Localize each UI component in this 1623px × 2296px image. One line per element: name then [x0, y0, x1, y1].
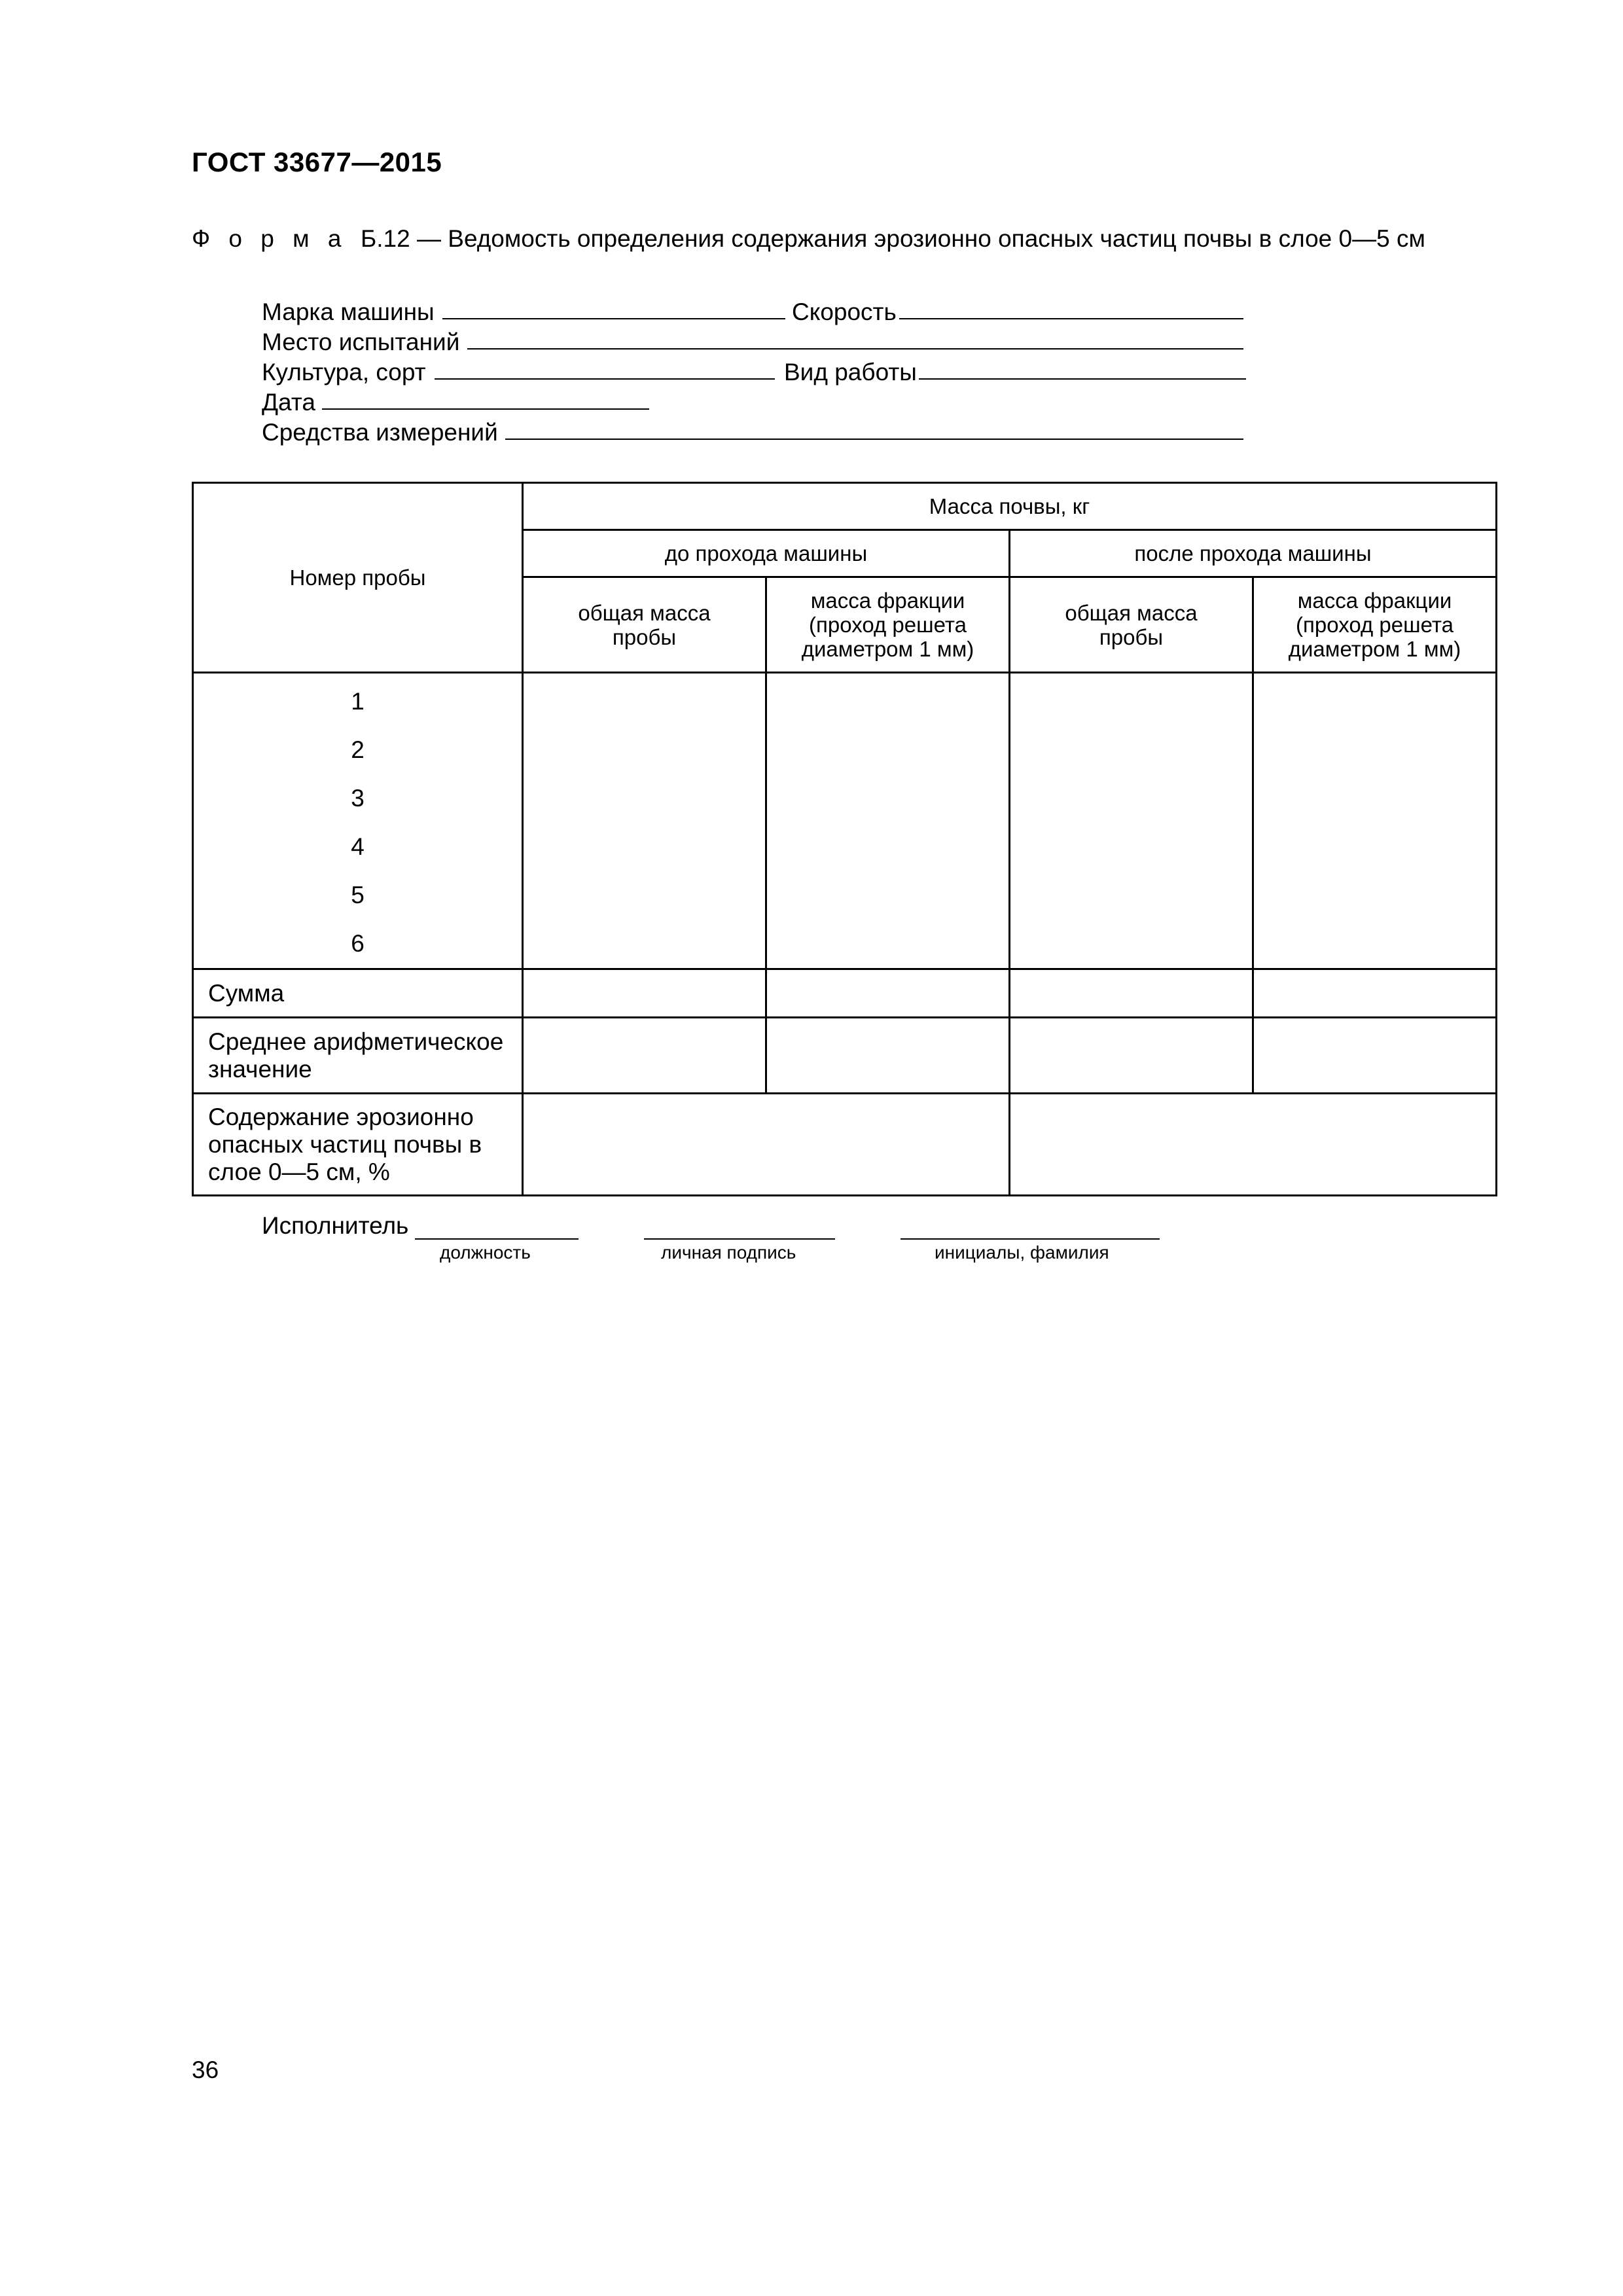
sample-number: 2: [351, 736, 365, 763]
work-type-label: Вид работы: [784, 359, 917, 386]
content-cell-after[interactable]: [1010, 1094, 1497, 1196]
caption-signature: личная подпись: [661, 1242, 796, 1263]
mean-cell[interactable]: [523, 1018, 766, 1094]
form-title-text: Б.12 — Ведомость определения содержания эрозионно опасных частиц почвы в слое 0—5 см: [360, 225, 1425, 252]
header-after-pass: после прохода машины: [1010, 530, 1497, 577]
sum-cell[interactable]: [1253, 969, 1497, 1018]
header-sample-number: Номер пробы: [193, 483, 523, 673]
document-code: ГОСТ 33677—2015: [192, 147, 442, 177]
executor-label: Исполнитель: [262, 1212, 409, 1239]
content-cell-before[interactable]: [523, 1094, 1010, 1196]
page-number: 36: [192, 2056, 219, 2083]
sum-cell[interactable]: [766, 969, 1010, 1018]
work-type-blank[interactable]: [919, 359, 1246, 380]
data-cell-total-after[interactable]: [1010, 673, 1253, 969]
subheader-fraction-mass-before: масса фракции (проход решета диаметром 1 мм): [766, 577, 1010, 673]
crop-variety-label: Культура, сорт: [262, 359, 426, 386]
data-cell-total-before[interactable]: [523, 673, 766, 969]
subheader-total-mass-after: общая масса пробы: [1010, 577, 1253, 673]
subheader-fraction-mass-after: масса фракции (проход решета диаметром 1 мм): [1253, 577, 1497, 673]
sample-number: 5: [351, 882, 365, 908]
date-blank[interactable]: [322, 389, 649, 410]
header-soil-mass: Масса почвы, кг: [523, 483, 1497, 530]
caption-name: инициалы, фамилия: [935, 1242, 1109, 1263]
sample-number: 3: [351, 785, 365, 812]
test-site-label: Место испытаний: [262, 329, 460, 355]
header-before-pass: до прохода машины: [523, 530, 1010, 577]
speed-blank[interactable]: [899, 298, 1243, 319]
name-blank[interactable]: [901, 1219, 1160, 1240]
machine-brand-label: Марка машины: [262, 298, 435, 325]
form-title: [192, 225, 1425, 253]
row-mean-label: Среднее арифметическое значение: [193, 1018, 523, 1094]
sample-number: 1: [351, 688, 365, 715]
sum-cell[interactable]: [1010, 969, 1253, 1018]
mean-cell[interactable]: [766, 1018, 1010, 1094]
test-site-blank[interactable]: [467, 329, 1243, 350]
data-cell-fraction-after[interactable]: [1253, 673, 1497, 969]
speed-label: Скорость: [792, 298, 897, 325]
sample-number: 4: [351, 833, 365, 860]
crop-variety-blank[interactable]: [435, 359, 775, 380]
measuring-tools-blank[interactable]: [505, 419, 1243, 440]
caption-position: должность: [440, 1242, 531, 1263]
row-sum-label: Сумма: [193, 969, 523, 1018]
form-title-prefix: Ф о р м а: [192, 225, 348, 252]
data-cell-fraction-before[interactable]: [766, 673, 1010, 969]
mean-cell[interactable]: [1253, 1018, 1497, 1094]
sum-cell[interactable]: [523, 969, 766, 1018]
executor-line: [262, 1212, 408, 1240]
sample-number-list: [193, 673, 523, 969]
soil-particles-table: [192, 482, 1497, 1196]
sample-number: 6: [351, 930, 365, 957]
row-content-label: Содержание эрозионно опасных частиц почвы в слое 0—5 см, %: [193, 1094, 523, 1196]
position-blank[interactable]: [415, 1219, 579, 1240]
mean-cell[interactable]: [1010, 1018, 1253, 1094]
measuring-tools-label: Средства измерений: [262, 419, 498, 446]
machine-brand-blank[interactable]: [442, 298, 785, 319]
signature-blank[interactable]: [644, 1219, 835, 1240]
subheader-total-mass-before: общая масса пробы: [523, 577, 766, 673]
date-label: Дата: [262, 389, 315, 416]
